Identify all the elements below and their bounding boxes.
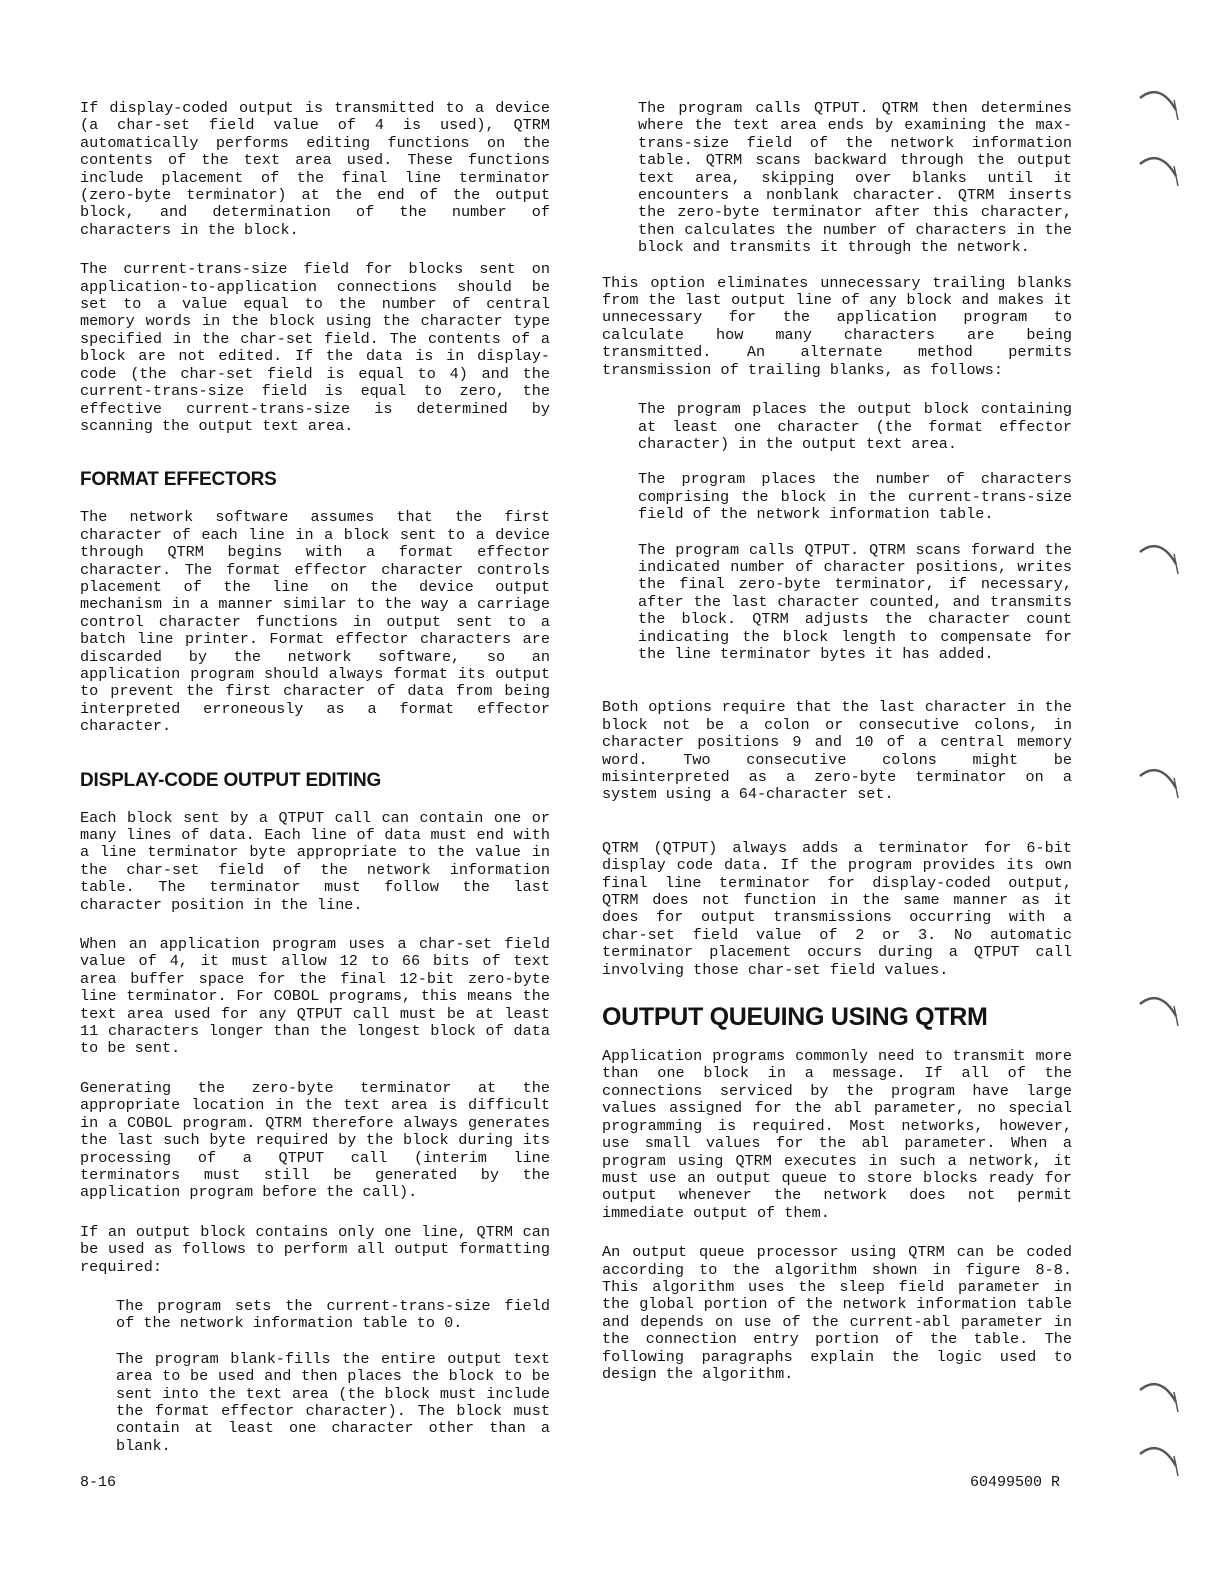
step-places-character-count: The program places the number of characters comprising the block in the current-trans-size field of the network information table. [638, 470, 1072, 524]
step-calls-qtput-backward: The program calls QTPUT. QTRM then determines where the text area ends by examining the max-trans-size field of the network information table. QTRM scans backward through the output text area, skipping over blanks until it encounters a nonblank character. QTRM inserts the zero-byte terminator after this character, then calculates the number of characters in the block and transmits it through the network. [638, 99, 1072, 257]
heading-display-code-output-editing: DISPLAY-CODE OUTPUT EDITING [80, 769, 382, 791]
paragraph-format-effectors: The network software assumes that the first character of each line in a block sent to a device through QTRM begins with a format effector character. The format effector character controls placement of the line on the device output mechanism in a manner similar to the way a carriage control character functions in output sent to a batch line printer. Format effector characters are discarded by the network software, so an application program should always format its output to prevent the first character of data from being interpreted erroneously as a format effector character. [80, 508, 550, 736]
binder-hole-icon [1136, 762, 1182, 804]
step-calls-qtput-forward: The program calls QTPUT. QTRM scans forward the indicated number of character positions, writes the final zero-byte terminator, if necessary, after the last character counted, and transmits the block. QTRM adjusts the character count indicating the block length to compensate for the line terminator bytes it has added. [638, 540, 1072, 663]
document-number: 60499500 R [970, 1474, 1061, 1491]
binder-hole-icon [1136, 990, 1182, 1032]
paragraph-qtrm-qtput-terminator: QTRM (QTPUT) always adds a terminator for 6-bit display code data. If the program provides its own final line terminator for display-coded output, QTRM does not function in the same manner as it does for output transmissions occurring with a char-set field value of 2 or 3. No automatic terminator placement occurs during a QTPUT call involving those char-set field values. [602, 838, 1072, 979]
binder-hole-icon [1136, 150, 1182, 192]
binder-hole-icon [1136, 1440, 1182, 1482]
heading-output-queuing: OUTPUT QUEUING USING QTRM [602, 1003, 988, 1032]
paragraph-char-set-4: When an application program uses a char-set field value of 4, it must allow 12 to 66 bits of text area buffer space for the final 12-bit zero-byte line terminator. For COBOL programs, this means the text area used for any QTPUT call must be at least 11 characters longer than the longest block of data to be sent. [80, 935, 550, 1058]
paragraph-cobol-terminator: Generating the zero-byte terminator at the appropriate location in the text area is difficult in a COBOL program. QTRM therefore always generates the last such byte required by the block during its processing of a QTPUT call (interim line terminators must still be generated by the application program before the call). [80, 1078, 550, 1202]
paragraph-both-options: Both options require that the last character in the block not be a colon or consecutive colons, in character positions 9 and 10 of a central memory word. Two consecutive colons might be misinterpreted as a zero-byte terminator on a system using a 64-character set. [602, 698, 1072, 804]
paragraph-display-coded-output: If display-coded output is transmitted to a device (a char-set field value of 4 is used), QTRM automatically performs editing functions on the contents of the text area used. These functions include placement of the final line terminator (zero-byte terminator) at the end of the output block, and determination of the number of characters in the block. [80, 99, 550, 239]
paragraph-qtput-lines: Each block sent by a QTPUT call can contain one or many lines of data. Each line of data must end with a line terminator byte appropriate to the value in the char-set field of the network information table. The terminator must follow the last character position in the line. [80, 808, 550, 914]
paragraph-option-eliminates: This option eliminates unnecessary trailing blanks from the last output line of any block and makes it unnecessary for the application program to calculate how many characters are being transmitted. An alternate method permits transmission of trailing blanks, as follows: [602, 273, 1072, 379]
binder-hole-icon [1136, 538, 1182, 580]
page-number: 8-16 [80, 1474, 117, 1491]
paragraph-output-queue-processor: An output queue processor using QTRM can be coded according to the algorithm shown in figure 8-8. This algorithm uses the sleep field parameter in the global portion of the network information table and depends on use of the current-abl parameter in the connection entry portion of the table. The following paragraphs explain the logic used to design the algorithm. [602, 1243, 1072, 1383]
binder-hole-icon [1136, 84, 1182, 126]
heading-format-effectors: FORMAT EFFECTORS [80, 469, 277, 491]
binder-hole-icon [1136, 1376, 1182, 1418]
step-blank-fill: The program blank-fills the entire output text area to be used and then places the block to be sent into the text area (the block must include the format effector character). The block must contain at least one character other than a blank. [116, 1349, 550, 1455]
step-set-trans-size: The program sets the current-trans-size field of the network information table to 0. [116, 1296, 550, 1333]
left-column [80, 100, 550, 1473]
paragraph-output-queue-need: Application programs commonly need to transmit more than one block in a message. If all of the connections serviced by the program have large values assigned for the abl parameter, no special programming is required. Most networks, however, use small values for the abl parameter. When a program using QTRM executes in such a network, it must use an output queue to store blocks ready for output whenever the network does not permit immediate output of them. [602, 1047, 1072, 1222]
step-places-output-block: The program places the output block containing at least one character (the format effector character) in the output text area. [638, 400, 1072, 453]
paragraph-one-line-block: If an output block contains only one line, QTRM can be used as follows to perform all output formatting required: [80, 1222, 550, 1276]
paragraph-current-trans-size: The current-trans-size field for blocks sent on application-to-application connections should be set to a value equal to the number of central memory words in the block using the character type specified in the char-set field. The contents of a block are not edited. If the data is in display-code (the char-set field is equal to 4) and the current-trans-size field is equal to zero, the effective current-trans-size is determined by scanning the output text area. [80, 260, 550, 435]
right-column [602, 100, 1072, 1405]
